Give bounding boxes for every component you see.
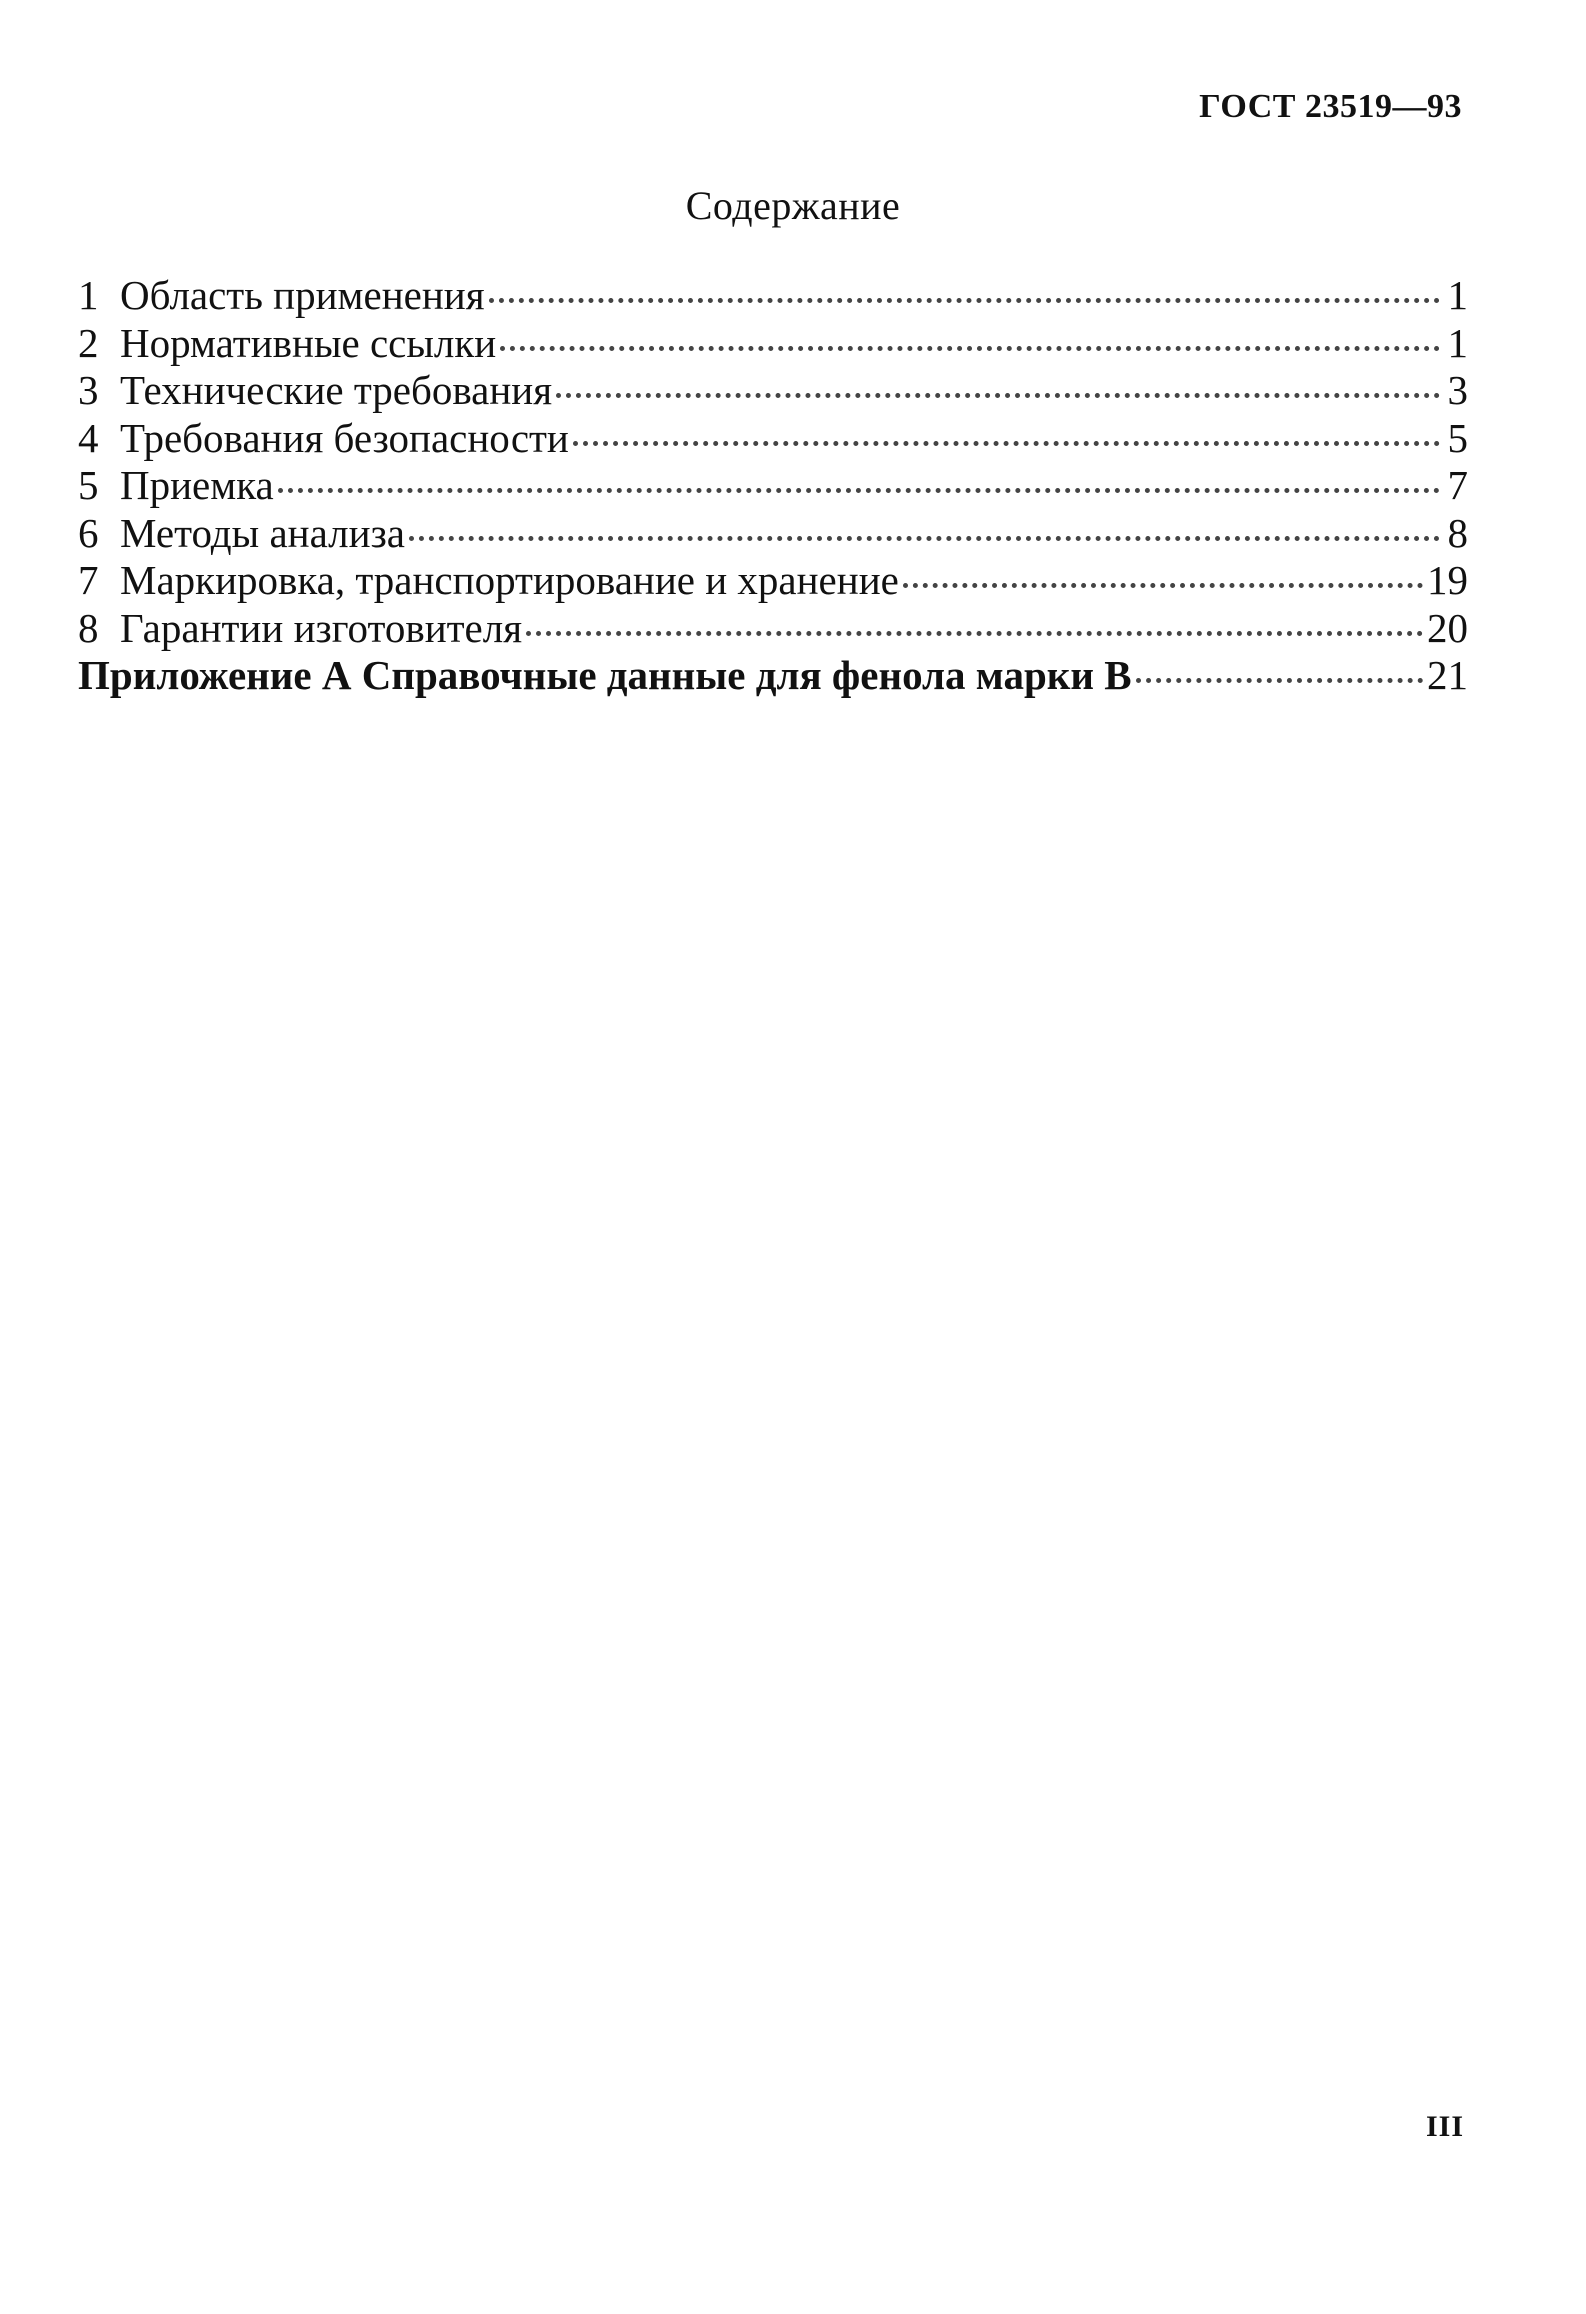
toc-leader-dots xyxy=(500,345,1440,351)
toc-item-number: 4 xyxy=(78,414,99,461)
toc-item xyxy=(78,367,1468,415)
toc-item-number: 6 xyxy=(78,509,99,556)
toc-item-page: 3 xyxy=(1447,367,1468,413)
toc-appendix-item xyxy=(78,652,1468,700)
toc-item-page: 19 xyxy=(1427,557,1468,603)
toc-item xyxy=(78,320,1468,368)
toc-appendix-title: Приложение А Справочные данные для фенола марки В xyxy=(78,652,1132,698)
toc-item-title: Технические требования xyxy=(120,367,553,413)
toc-item-title: Методы анализа xyxy=(120,509,405,556)
toc-leader-dots xyxy=(556,392,1440,398)
toc-item xyxy=(78,510,1468,558)
toc-item-page: 1 xyxy=(1447,272,1468,318)
document-code: ГОСТ 23519—93 xyxy=(1199,88,1462,125)
toc-item-number: 5 xyxy=(78,462,99,508)
toc-item-page: 7 xyxy=(1447,462,1468,508)
toc-item-page: 8 xyxy=(1447,509,1468,556)
toc-title: Содержание xyxy=(685,183,901,228)
toc-item xyxy=(78,557,1468,605)
page-number: III xyxy=(1425,2110,1464,2143)
toc-appendix-page: 21 xyxy=(1427,652,1468,698)
toc-leader-dots xyxy=(573,440,1440,446)
toc-leader-dots xyxy=(1136,677,1423,683)
toc-item-title: Нормативные ссылки xyxy=(120,319,497,366)
toc-item xyxy=(78,462,1468,510)
toc-item-number: 1 xyxy=(78,272,99,318)
toc-item-number: 2 xyxy=(78,319,99,366)
toc-leader-dots xyxy=(409,535,1440,541)
toc-leader-dots xyxy=(489,297,1440,303)
toc-item-page: 20 xyxy=(1427,604,1468,651)
toc-item xyxy=(78,415,1468,463)
toc-leader-dots xyxy=(278,487,1440,493)
toc-leader-dots xyxy=(903,582,1423,588)
toc-item-title: Маркировка, транспортирование и хранение xyxy=(120,557,899,603)
toc-item-page: 1 xyxy=(1447,319,1468,366)
toc-item-page: 5 xyxy=(1447,414,1468,461)
toc-item xyxy=(78,272,1468,320)
toc-item xyxy=(78,605,1468,653)
toc-item-number: 3 xyxy=(78,367,99,413)
table-of-contents xyxy=(78,272,1468,700)
toc-item-title: Требования безопасности xyxy=(120,414,569,461)
toc-item-title: Гарантии изготовителя xyxy=(120,604,523,651)
toc-item-number: 8 xyxy=(78,604,99,651)
toc-item-title: Приемка xyxy=(120,462,274,508)
toc-item-title: Область применения xyxy=(120,272,485,318)
toc-leader-dots xyxy=(526,630,1423,636)
toc-item-number: 7 xyxy=(78,557,99,603)
